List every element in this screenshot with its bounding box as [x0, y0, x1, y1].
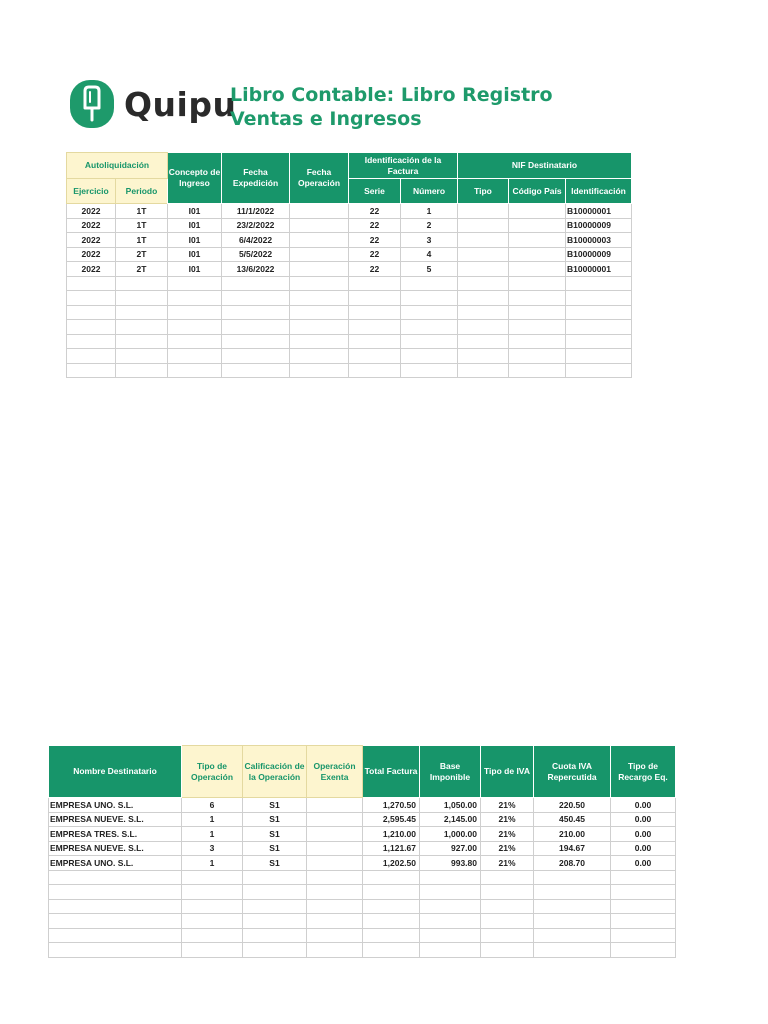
empty-cell	[222, 349, 290, 364]
table-cell: 13/6/2022	[222, 262, 290, 277]
codigo-pais-header: Código País	[509, 179, 566, 204]
table-cell: 2022	[67, 262, 116, 277]
page-title: Libro Contable: Libro Registro Ventas e Ingresos	[230, 84, 553, 130]
empty-cell	[420, 914, 481, 929]
empty-cell	[290, 334, 349, 349]
table-cell: 2022	[67, 204, 116, 219]
empty-cell	[611, 870, 676, 885]
table-cell	[458, 204, 509, 219]
table-cell: 21%	[481, 812, 534, 827]
empty-cell	[481, 885, 534, 900]
table-row	[67, 218, 632, 233]
empty-cell	[611, 943, 676, 958]
periodo-header: Periodo	[116, 179, 168, 204]
table-cell: 2022	[67, 233, 116, 248]
empty-cell	[481, 899, 534, 914]
table-cell: EMPRESA NUEVE. S.L.	[49, 812, 182, 827]
empty-cell	[243, 885, 307, 900]
table-cell: 0.00	[611, 856, 676, 871]
empty-cell	[290, 276, 349, 291]
empty-cell	[67, 363, 116, 378]
empty-cell	[401, 334, 458, 349]
empty-row	[49, 870, 676, 885]
table-cell: 21%	[481, 798, 534, 813]
empty-row	[67, 349, 632, 364]
numero-header: Número	[401, 179, 458, 204]
brand-name: Quipu	[124, 84, 237, 124]
calificacion-header: Calificación de la Operación	[243, 746, 307, 798]
empty-cell	[611, 899, 676, 914]
table-row	[49, 798, 676, 813]
table-cell: 3	[182, 841, 243, 856]
table-cell: 194.67	[534, 841, 611, 856]
empty-cell	[168, 276, 222, 291]
empty-cell	[168, 305, 222, 320]
tipo-recargo-header: Tipo de Recargo Eq.	[611, 746, 676, 798]
empty-cell	[481, 870, 534, 885]
empty-cell	[401, 363, 458, 378]
autoliquidacion-header: Autoliquidación	[67, 153, 168, 179]
empty-cell	[290, 349, 349, 364]
table-cell: 1T	[116, 218, 168, 233]
empty-cell	[509, 349, 566, 364]
table-cell: 927.00	[420, 841, 481, 856]
nif-destinatario-header: NIF Destinatario	[458, 153, 632, 179]
empty-cell	[307, 885, 363, 900]
table-cell: S1	[243, 798, 307, 813]
table-cell: 4	[401, 247, 458, 262]
table-cell: 21%	[481, 841, 534, 856]
table-row	[67, 233, 632, 248]
table-cell	[290, 247, 349, 262]
empty-row	[67, 334, 632, 349]
table-cell: 1	[401, 204, 458, 219]
table-cell: B10000009	[566, 218, 632, 233]
popsicle-logo-icon	[68, 78, 116, 130]
empty-cell	[566, 305, 632, 320]
table-cell: 23/2/2022	[222, 218, 290, 233]
empty-cell	[307, 928, 363, 943]
empty-cell	[168, 363, 222, 378]
table-cell	[458, 262, 509, 277]
empty-cell	[363, 914, 420, 929]
empty-cell	[566, 363, 632, 378]
empty-row	[67, 291, 632, 306]
empty-cell	[290, 291, 349, 306]
operacion-exenta-header: Operación Exenta	[307, 746, 363, 798]
table-cell	[458, 218, 509, 233]
identificacion-header: Identificación	[566, 179, 632, 204]
table-cell: I01	[168, 204, 222, 219]
table-cell: 2,595.45	[363, 812, 420, 827]
table-cell: 6/4/2022	[222, 233, 290, 248]
empty-cell	[116, 349, 168, 364]
total-factura-header: Total Factura	[363, 746, 420, 798]
empty-cell	[67, 334, 116, 349]
brand-logo	[68, 78, 236, 130]
empty-cell	[349, 320, 401, 335]
empty-row	[49, 899, 676, 914]
table-cell: 22	[349, 233, 401, 248]
empty-cell	[481, 914, 534, 929]
empty-cell	[307, 914, 363, 929]
table-cell: 450.45	[534, 812, 611, 827]
table-cell: 22	[349, 218, 401, 233]
empty-cell	[349, 291, 401, 306]
empty-cell	[566, 320, 632, 335]
table-cell: 1	[182, 827, 243, 842]
empty-cell	[363, 943, 420, 958]
sales-register-table	[66, 152, 632, 378]
empty-cell	[49, 899, 182, 914]
empty-cell	[458, 349, 509, 364]
empty-cell	[534, 899, 611, 914]
empty-cell	[67, 276, 116, 291]
table-cell: EMPRESA NUEVE. S.L.	[49, 841, 182, 856]
empty-cell	[49, 928, 182, 943]
table-cell: S1	[243, 812, 307, 827]
table-cell	[290, 233, 349, 248]
empty-cell	[420, 899, 481, 914]
table-cell: 2T	[116, 247, 168, 262]
empty-cell	[222, 363, 290, 378]
table-cell: B10000001	[566, 262, 632, 277]
table-cell	[509, 247, 566, 262]
empty-cell	[481, 928, 534, 943]
empty-cell	[222, 334, 290, 349]
empty-cell	[307, 870, 363, 885]
empty-row	[49, 943, 676, 958]
table-row	[67, 247, 632, 262]
empty-cell	[401, 291, 458, 306]
table-cell: 5/5/2022	[222, 247, 290, 262]
empty-row	[67, 276, 632, 291]
empty-cell	[458, 276, 509, 291]
table-cell	[307, 798, 363, 813]
table-cell: 1	[182, 856, 243, 871]
empty-cell	[401, 305, 458, 320]
empty-cell	[222, 320, 290, 335]
table-cell: 0.00	[611, 841, 676, 856]
table-cell: 220.50	[534, 798, 611, 813]
table-cell: 0.00	[611, 798, 676, 813]
empty-cell	[458, 291, 509, 306]
empty-cell	[116, 334, 168, 349]
fecha-operacion-header: Fecha Operación	[290, 153, 349, 204]
empty-cell	[363, 899, 420, 914]
table-cell: 1,000.00	[420, 827, 481, 842]
empty-row	[49, 928, 676, 943]
table-cell: 1	[182, 812, 243, 827]
empty-cell	[168, 334, 222, 349]
table-cell: 208.70	[534, 856, 611, 871]
empty-cell	[566, 276, 632, 291]
empty-cell	[349, 305, 401, 320]
table-row	[67, 204, 632, 219]
empty-cell	[168, 349, 222, 364]
table-cell: 2022	[67, 218, 116, 233]
table-cell: S1	[243, 827, 307, 842]
table-cell: 1,121.67	[363, 841, 420, 856]
table-cell: I01	[168, 262, 222, 277]
table-cell: I01	[168, 218, 222, 233]
empty-cell	[116, 320, 168, 335]
empty-cell	[49, 943, 182, 958]
empty-cell	[534, 914, 611, 929]
table-cell: 1,050.00	[420, 798, 481, 813]
table-cell: S1	[243, 856, 307, 871]
tipo-operacion-header: Tipo de Operación	[182, 746, 243, 798]
table-cell: B10000009	[566, 247, 632, 262]
table-cell: 1,202.50	[363, 856, 420, 871]
empty-cell	[243, 899, 307, 914]
table-cell: B10000001	[566, 204, 632, 219]
cuota-iva-header: Cuota IVA Repercutida	[534, 746, 611, 798]
empty-cell	[401, 276, 458, 291]
empty-cell	[611, 914, 676, 929]
empty-cell	[182, 928, 243, 943]
empty-cell	[290, 363, 349, 378]
table-cell: 2	[401, 218, 458, 233]
base-imponible-header: Base Imponible	[420, 746, 481, 798]
table-cell: 210.00	[534, 827, 611, 842]
table-cell	[307, 812, 363, 827]
table-cell	[307, 841, 363, 856]
empty-cell	[49, 914, 182, 929]
table-cell	[307, 827, 363, 842]
empty-cell	[566, 349, 632, 364]
empty-cell	[566, 291, 632, 306]
table-cell	[290, 204, 349, 219]
table-cell: S1	[243, 841, 307, 856]
empty-cell	[534, 870, 611, 885]
table-cell: 22	[349, 204, 401, 219]
empty-cell	[509, 276, 566, 291]
empty-cell	[349, 363, 401, 378]
table-row	[49, 856, 676, 871]
empty-cell	[420, 885, 481, 900]
table-row	[67, 262, 632, 277]
empty-cell	[458, 363, 509, 378]
empty-cell	[534, 928, 611, 943]
table-cell	[509, 218, 566, 233]
table-cell	[509, 262, 566, 277]
table-cell: 0.00	[611, 827, 676, 842]
identificacion-factura-header: Identificación de la Factura	[349, 153, 458, 179]
table-cell	[509, 233, 566, 248]
recipients-table	[48, 745, 676, 958]
empty-cell	[349, 276, 401, 291]
empty-cell	[116, 305, 168, 320]
empty-cell	[182, 870, 243, 885]
empty-cell	[182, 885, 243, 900]
serie-header: Serie	[349, 179, 401, 204]
empty-cell	[420, 943, 481, 958]
empty-cell	[116, 363, 168, 378]
table-cell: 21%	[481, 856, 534, 871]
fecha-expedicion-header: Fecha Expedición	[222, 153, 290, 204]
empty-cell	[534, 885, 611, 900]
empty-cell	[401, 320, 458, 335]
empty-cell	[420, 870, 481, 885]
table-row	[49, 812, 676, 827]
table-cell: 1,270.50	[363, 798, 420, 813]
empty-cell	[168, 320, 222, 335]
empty-cell	[243, 914, 307, 929]
table-cell	[290, 218, 349, 233]
empty-cell	[307, 899, 363, 914]
table-cell: 22	[349, 247, 401, 262]
empty-cell	[182, 914, 243, 929]
empty-cell	[363, 870, 420, 885]
table-cell: 22	[349, 262, 401, 277]
table-row	[49, 827, 676, 842]
table-cell	[458, 247, 509, 262]
empty-cell	[458, 320, 509, 335]
empty-cell	[290, 305, 349, 320]
table-cell: I01	[168, 233, 222, 248]
table-cell	[458, 233, 509, 248]
empty-cell	[243, 928, 307, 943]
empty-cell	[611, 928, 676, 943]
empty-cell	[243, 870, 307, 885]
empty-row	[49, 885, 676, 900]
empty-cell	[458, 334, 509, 349]
ejercicio-header: Ejercicio	[67, 179, 116, 204]
empty-cell	[349, 349, 401, 364]
empty-cell	[67, 291, 116, 306]
empty-cell	[116, 276, 168, 291]
empty-cell	[566, 334, 632, 349]
empty-cell	[67, 305, 116, 320]
table-cell: 1T	[116, 233, 168, 248]
empty-cell	[49, 870, 182, 885]
table-cell	[290, 262, 349, 277]
empty-cell	[67, 320, 116, 335]
empty-cell	[509, 320, 566, 335]
table-cell: 1,210.00	[363, 827, 420, 842]
concepto-header: Concepto de Ingreso	[168, 153, 222, 204]
empty-row	[67, 320, 632, 335]
table-cell	[509, 204, 566, 219]
empty-cell	[509, 291, 566, 306]
empty-row	[67, 363, 632, 378]
empty-cell	[243, 943, 307, 958]
empty-cell	[458, 305, 509, 320]
table-cell: 2022	[67, 247, 116, 262]
empty-cell	[49, 885, 182, 900]
table-cell: 2T	[116, 262, 168, 277]
empty-cell	[67, 349, 116, 364]
empty-cell	[349, 334, 401, 349]
empty-cell	[290, 320, 349, 335]
table-cell: B10000003	[566, 233, 632, 248]
table-cell	[307, 856, 363, 871]
empty-cell	[363, 928, 420, 943]
empty-cell	[509, 305, 566, 320]
empty-cell	[222, 291, 290, 306]
table-cell: EMPRESA TRES. S.L.	[49, 827, 182, 842]
empty-cell	[509, 363, 566, 378]
table-cell: EMPRESA UNO. S.L.	[49, 856, 182, 871]
empty-cell	[116, 291, 168, 306]
nombre-header: Nombre Destinatario	[49, 746, 182, 798]
empty-cell	[182, 943, 243, 958]
table-cell: 11/1/2022	[222, 204, 290, 219]
empty-cell	[222, 305, 290, 320]
empty-cell	[420, 928, 481, 943]
empty-cell	[481, 943, 534, 958]
empty-cell	[182, 899, 243, 914]
table-row	[49, 841, 676, 856]
table-cell: 2,145.00	[420, 812, 481, 827]
empty-cell	[509, 334, 566, 349]
table-cell: EMPRESA UNO. S.L.	[49, 798, 182, 813]
empty-row	[67, 305, 632, 320]
tipo-header: Tipo	[458, 179, 509, 204]
empty-cell	[611, 885, 676, 900]
table-cell: 6	[182, 798, 243, 813]
table-cell: 5	[401, 262, 458, 277]
empty-cell	[222, 276, 290, 291]
table-cell: 0.00	[611, 812, 676, 827]
empty-row	[49, 914, 676, 929]
table-cell: 993.80	[420, 856, 481, 871]
empty-cell	[401, 349, 458, 364]
empty-cell	[307, 943, 363, 958]
tipo-iva-header: Tipo de IVA	[481, 746, 534, 798]
table-cell: 1T	[116, 204, 168, 219]
table-cell: 21%	[481, 827, 534, 842]
empty-cell	[363, 885, 420, 900]
table-cell: 3	[401, 233, 458, 248]
empty-cell	[168, 291, 222, 306]
empty-cell	[534, 943, 611, 958]
table-cell: I01	[168, 247, 222, 262]
